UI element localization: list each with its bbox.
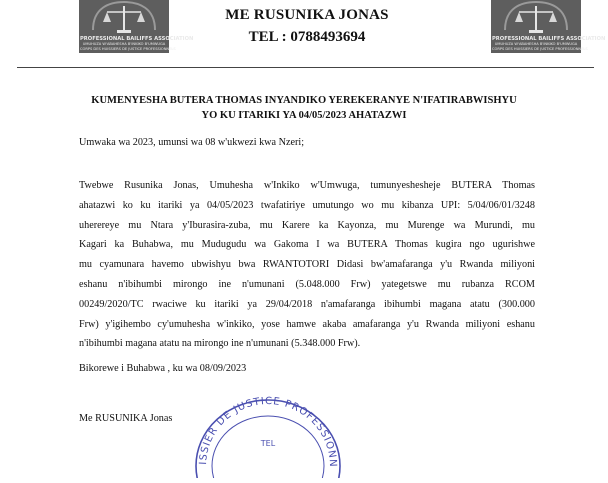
logo-left-line3: CORPS DES HUISSIERS DE JUSTICE PROFESSIONNELS: [80, 47, 176, 51]
body-line: uherereye mu Ntara y'Iburasira-zuba, mu Karere ka Kayonza, mu Murenge wa Murundi, mu: [79, 219, 535, 231]
body-line: 00249/2020/TC rwaciwe ku itariki ya 29/04/2018 n'amafaranga ibihumbi magana atatu (300.000: [79, 298, 535, 310]
body-line: mu cyamunara havemo ubwishyu bwa RWANTOTORI Didasi bw'amafaranga y'u Rwanda miliyoni: [79, 259, 535, 271]
title-line-1: KUMENYESHA BUTERA THOMAS INYANDIKO YEREKERANYE N'IFATIRABWISHYU: [91, 95, 517, 106]
logo-left-line2: UMUHUZA W'ABAHESHA B'INKIKO B'UMWUGA: [82, 42, 166, 46]
notice-body: [79, 176, 535, 354]
bailiff-name-heading: ME RUSUNIKA JONAS: [225, 7, 389, 23]
association-logo-right: [491, 0, 606, 53]
association-logo-left: [79, 0, 194, 53]
logo-right-line2: UMUHUZA W'ABAHESHA B'INKIKO B'UMWUGA: [494, 42, 578, 46]
scales-emblem-icon: [491, 0, 581, 36]
body-line: Kagari ka Buhabwa, mu Mudugudu wa Gakoma I wa BUTERA Thomas kugira ngo ugurishwe: [79, 239, 535, 251]
body-line: Twebwe Rusunika Jonas, Umuhesha w'Inkiko w'Umwuga, tumunyeshesheje BUTERA Thomas: [79, 180, 535, 191]
document-title: [62, 93, 546, 123]
logo-left-line1: PROFESSIONAL BAILIFFS ASSOCIATION: [80, 36, 194, 42]
place-date: Bikorewe i Buhabwa , ku wa 08/09/2023: [79, 363, 247, 374]
logo-right-line3: CORPS DES HUISSIERS DE JUSTICE PROFESSIONNELS: [492, 47, 588, 51]
stamp-tel: TEL: [260, 439, 276, 448]
body-line: ahatazwi ko ku itariki ya 04/05/2023 twafatiriye umutungo wo mu kibanza UPI: 5/04/06/01/3248: [79, 199, 535, 211]
official-stamp: [188, 388, 348, 478]
body-line: eshanu n'ibihumbi mirongo ine n'umunani (5.048.000 Frw) yategetswe mu rubanza RCOM: [79, 278, 535, 290]
title-line-2: YO KU ITARIKI YA 04/05/2023 AHATAZWI: [201, 110, 407, 121]
bailiff-phone: TEL : 0788493694: [248, 29, 366, 45]
scales-emblem-icon: [79, 0, 169, 36]
header-divider: [17, 67, 594, 68]
body-line: n'ibihumbi magana atatu na mirongo ine n'umunani (5.348.000 Frw).: [79, 338, 361, 350]
body-line: Frw) y'igihembo cy'umuhesha w'inkiko, yose hamwe akaba amafaranga y'u Rwanda miliyoni eshanu: [79, 318, 535, 330]
signature-name: Me RUSUNIKA Jonas: [79, 413, 173, 424]
logo-right-line1: PROFESSIONAL BAILIFFS ASSOCIATION: [492, 36, 606, 42]
date-line: Umwaka wa 2023, umunsi wa 08 w'ukwezi kwa Nzeri;: [79, 137, 305, 148]
stamp-text: ISSIER DE JUSTICE PROFESSIONN: [197, 395, 339, 468]
svg-text:HUISSIER DE JUSTICE PROFESSION: [188, 388, 338, 468]
